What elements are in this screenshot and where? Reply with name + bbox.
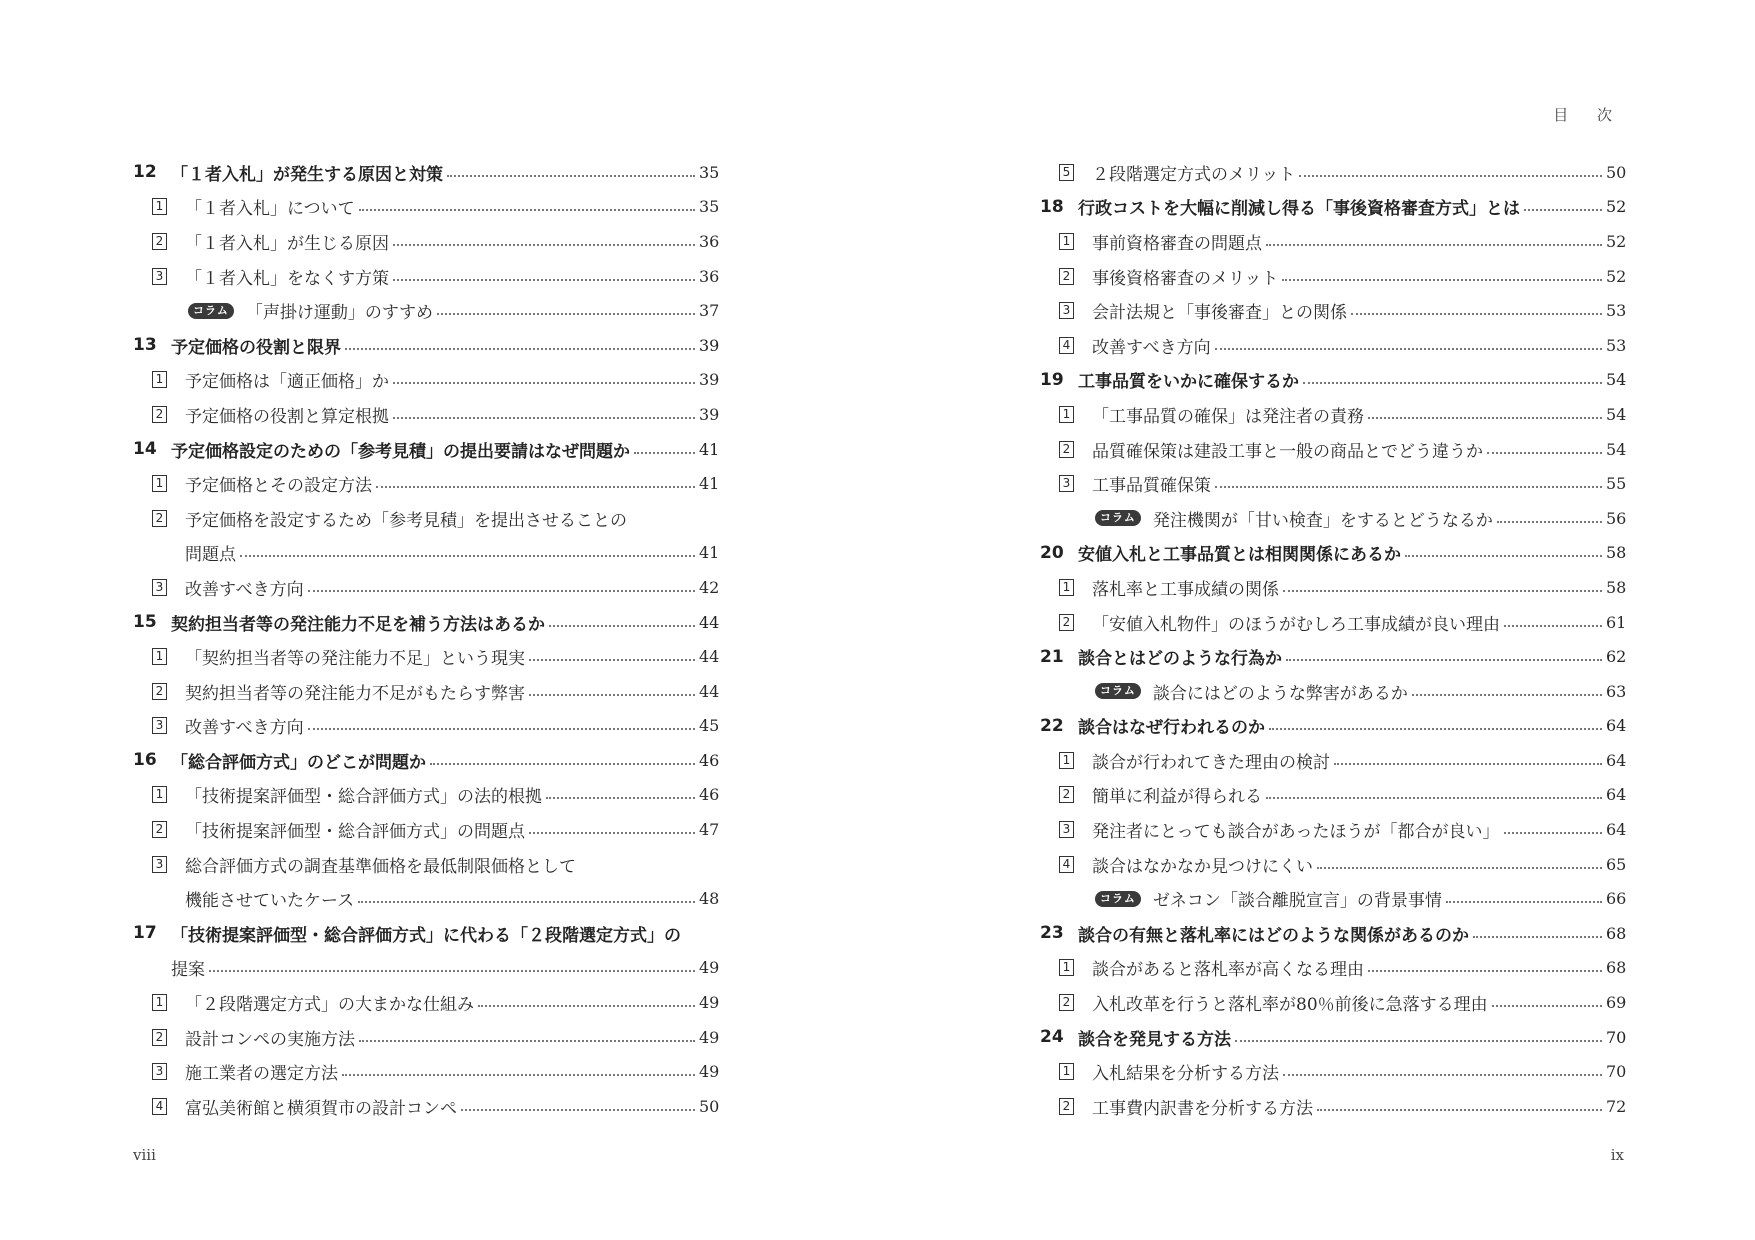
toc-entry-section (133, 709, 720, 744)
entry-title: 予定価格とその設定方法 (185, 476, 372, 497)
chapter-number: 23 (1040, 923, 1064, 944)
entry-title: 落札率と工事成績の関係 (1092, 579, 1279, 600)
section-number-box: 1 (152, 475, 167, 492)
entry-page-number: 46 (699, 750, 720, 770)
toc-entry-column (133, 293, 720, 328)
entry-title: 談合があると落札率が高くなる理由 (1092, 960, 1364, 981)
toc-entry-section (133, 397, 720, 432)
toc-entry-section (1040, 985, 1627, 1020)
toc-entry-column (1040, 674, 1627, 709)
entry-title: 予定価格の役割と算定根拠 (185, 406, 389, 427)
section-number-box: 2 (152, 683, 167, 700)
column-badge: コラム (1095, 683, 1141, 699)
dot-leader (393, 278, 695, 281)
toc-entry-section (133, 639, 720, 674)
entry-page-number: 54 (1606, 404, 1627, 424)
section-number-box: 3 (152, 717, 167, 734)
entry-page-number: 52 (1606, 231, 1627, 251)
section-number-box: 2 (152, 406, 167, 423)
entry-title: 行政コストを大幅に削減し得る「事後資格審査方式」とは (1078, 199, 1520, 220)
toc-left-column (133, 155, 720, 1124)
entry-page-number: 49 (699, 993, 720, 1013)
toc-entry-chapter (133, 155, 720, 190)
section-number-box: 3 (152, 856, 167, 873)
toc-entry-section (1040, 743, 1627, 778)
entry-title: 予定価格は「適正価格」か (185, 372, 389, 393)
entry-page-number: 55 (1606, 474, 1627, 494)
chapter-number: 17 (133, 923, 157, 944)
section-number-box: 1 (152, 786, 167, 803)
section-number-box: 1 (152, 648, 167, 665)
dot-leader (549, 624, 695, 627)
section-number-box: 2 (152, 233, 167, 250)
chapter-number: 19 (1040, 369, 1064, 390)
dot-leader (1317, 1108, 1602, 1111)
toc-entry-chapter (133, 916, 717, 951)
entry-page-number: 66 (1606, 889, 1627, 909)
entry-page-number: 64 (1606, 716, 1627, 736)
toc-entry-section (1040, 432, 1627, 467)
entry-page-number: 63 (1606, 681, 1627, 701)
dot-leader (1266, 796, 1602, 799)
section-number-box: 3 (152, 579, 167, 596)
toc-entry-section (133, 1089, 720, 1124)
entry-page-number: 42 (699, 577, 720, 597)
entry-page-number: 62 (1606, 647, 1627, 667)
entry-title: 「安値入札物件」のほうがむしろ工事成績が良い理由 (1092, 614, 1500, 635)
toc-entry-section (133, 501, 717, 536)
column-badge: コラム (1095, 510, 1141, 526)
dot-leader (240, 554, 695, 557)
entry-page-number: 53 (1606, 301, 1627, 321)
toc-entry-chapter (1040, 363, 1627, 398)
entry-page-number: 58 (1606, 543, 1627, 563)
entry-page-number: 69 (1606, 993, 1627, 1013)
entry-title: 簡単に利益が得られる (1092, 787, 1262, 808)
toc-entry-section (133, 812, 720, 847)
section-number-box: 1 (152, 371, 167, 388)
entry-title: 「工事品質の確保」は発注者の責務 (1092, 406, 1364, 427)
chapter-number: 22 (1040, 715, 1064, 736)
dot-leader (1368, 969, 1602, 972)
section-number-box: 1 (1059, 579, 1074, 596)
dot-leader (1266, 243, 1602, 246)
toc-entry-section (133, 847, 717, 882)
toc-entry-section (133, 778, 720, 813)
toc-entry-section-cont (133, 881, 720, 916)
dot-leader (308, 589, 695, 592)
dot-leader (478, 1004, 695, 1007)
section-number-box: 2 (1059, 786, 1074, 803)
section-number-box: 2 (1059, 614, 1074, 631)
toc-entry-section-cont (133, 536, 720, 571)
toc-entry-section (1040, 951, 1627, 986)
toc-entry-column (1040, 881, 1627, 916)
entry-title: 談合が行われてきた理由の検討 (1092, 752, 1330, 773)
dot-leader (1368, 416, 1602, 419)
section-number-box: 3 (1059, 302, 1074, 319)
entry-title: 予定価格設定のための「参考見積」の提出要請はなぜ問題か (171, 441, 630, 462)
entry-page-number: 49 (699, 1062, 720, 1082)
entry-title: 契約担当者等の発注能力不足を補う方法はあるか (171, 614, 545, 635)
dot-leader (376, 485, 695, 488)
toc-entry-chapter (1040, 639, 1627, 674)
toc-entry-section (133, 224, 720, 259)
entry-title: 談合を発見する方法 (1078, 1029, 1231, 1050)
chapter-number: 24 (1040, 1027, 1064, 1048)
toc-entry-section (1040, 155, 1627, 190)
entry-page-number: 70 (1606, 1062, 1627, 1082)
entry-page-number: 64 (1606, 750, 1627, 770)
dot-leader (393, 381, 695, 384)
toc-entry-section (1040, 259, 1627, 294)
toc-entry-column (1040, 501, 1627, 536)
entry-page-number: 53 (1606, 335, 1627, 355)
entry-page-number: 45 (699, 716, 720, 736)
entry-title: 「総合評価方式」のどこが問題か (171, 752, 426, 773)
dot-leader (461, 1108, 695, 1111)
entry-page-number: 68 (1606, 958, 1627, 978)
dot-leader (430, 762, 695, 765)
entry-title: 発注機関が「甘い検査」をするとどうなるか (1152, 510, 1493, 531)
entry-title: 予定価格の役割と限界 (171, 337, 341, 358)
entry-page-number: 68 (1606, 923, 1627, 943)
entry-title: 「１者入札」をなくす方策 (185, 268, 389, 289)
entry-title: 入札改革を行うと落札率が80％前後に急落する理由 (1092, 995, 1488, 1016)
section-number-box: 3 (1059, 821, 1074, 838)
entry-page-number: 54 (1606, 370, 1627, 390)
entry-page-number: 44 (699, 681, 720, 701)
toc-entry-chapter (133, 743, 720, 778)
entry-page-number: 58 (1606, 577, 1627, 597)
entry-title: 談合はなぜ行われるのか (1078, 718, 1265, 739)
entry-title: 会計法規と「事後審査」との関係 (1092, 303, 1347, 324)
dot-leader (308, 727, 695, 730)
toc-entry-section (1040, 605, 1627, 640)
section-number-box: 2 (152, 510, 167, 527)
dot-leader (1269, 727, 1602, 730)
entry-title: 提案 (171, 960, 205, 981)
toc-entry-chapter (1040, 709, 1627, 744)
section-number-box: 5 (1059, 164, 1074, 181)
dot-leader (1215, 347, 1602, 350)
dot-leader (209, 969, 695, 972)
entry-page-number: 44 (699, 647, 720, 667)
entry-title: 「１者入札」について (185, 199, 355, 220)
chapter-number: 13 (133, 335, 157, 356)
dot-leader (1504, 831, 1603, 834)
toc-entry-section (1040, 224, 1627, 259)
toc-right-column (1040, 155, 1627, 1124)
toc-entry-chapter (1040, 1020, 1627, 1055)
entry-page-number: 36 (699, 231, 720, 251)
dot-leader (529, 658, 695, 661)
entry-title: 工事品質確保策 (1092, 476, 1211, 497)
entry-title: ２段階選定方式のメリット (1092, 164, 1296, 185)
dot-leader (1504, 624, 1602, 627)
dot-leader (1405, 554, 1602, 557)
entry-title: ゼネコン「談合離脱宣言」の背景事情 (1152, 891, 1442, 912)
entry-page-number: 41 (699, 439, 720, 459)
dot-leader (393, 416, 695, 419)
entry-page-number: 72 (1606, 1096, 1627, 1116)
entry-title: 談合の有無と落札率にはどのような関係があるのか (1078, 925, 1469, 946)
section-number-box: 1 (152, 198, 167, 215)
entry-title: 機能させていたケース (185, 891, 355, 912)
entry-title: 談合はなかなか見つけにくい (1092, 856, 1313, 877)
entry-title: 発注者にとっても談合があったほうが「都合が良い」 (1092, 822, 1500, 843)
toc-entry-chapter (133, 605, 720, 640)
entry-page-number: 39 (699, 335, 720, 355)
page-number-left: viii (133, 1146, 156, 1164)
section-number-box: 1 (1059, 233, 1074, 250)
page-number-right: ix (1610, 1146, 1624, 1164)
entry-page-number: 46 (699, 785, 720, 805)
dot-leader (359, 1039, 695, 1042)
entry-title: 「技術提案評価型・総合評価方式」の法的根拠 (185, 787, 542, 808)
entry-title: 予定価格を設定するため「参考見積」を提出させることの (185, 510, 627, 531)
entry-title: 施工業者の選定方法 (185, 1064, 338, 1085)
entry-title: 安値入札と工事品質とは相関関係にあるか (1078, 545, 1401, 566)
section-number-box: 2 (152, 821, 167, 838)
dot-leader (447, 174, 695, 177)
dot-leader (1283, 1073, 1602, 1076)
toc-entry-chapter (133, 432, 720, 467)
toc-entry-section (1040, 778, 1627, 813)
dot-leader (1524, 208, 1602, 211)
entry-title: 事後資格審査のメリット (1092, 268, 1279, 289)
entry-page-number: 56 (1606, 508, 1627, 528)
entry-title: 富弘美術館と横須賀市の設計コンペ (185, 1098, 457, 1119)
dot-leader (1473, 935, 1602, 938)
entry-page-number: 41 (699, 543, 720, 563)
dot-leader (1299, 174, 1602, 177)
dot-leader (529, 693, 695, 696)
dot-leader (359, 208, 695, 211)
section-number-box: 4 (152, 1098, 167, 1115)
section-number-box: 1 (1059, 406, 1074, 423)
entry-title: 改善すべき方向 (185, 718, 304, 739)
entry-title: 設計コンペの実施方法 (185, 1029, 355, 1050)
entry-title: 改善すべき方向 (185, 579, 304, 600)
entry-title: 入札結果を分析する方法 (1092, 1064, 1279, 1085)
toc-entry-chapter (1040, 190, 1627, 225)
toc-entry-section (1040, 328, 1627, 363)
section-number-box: 2 (152, 1029, 167, 1046)
dot-leader (1487, 451, 1602, 454)
entry-page-number: 44 (699, 612, 720, 632)
entry-title: 「技術提案評価型・総合評価方式」に代わる「２段階選定方式」の (171, 925, 681, 946)
toc-entry-section (133, 674, 720, 709)
toc-entry-chapter (1040, 536, 1627, 571)
column-badge: コラム (188, 303, 234, 319)
entry-title: 「契約担当者等の発注能力不足」という現実 (185, 649, 525, 670)
dot-leader (1303, 381, 1602, 384)
toc-entry-section (133, 259, 720, 294)
dot-leader (1351, 312, 1602, 315)
entry-page-number: 49 (699, 1027, 720, 1047)
section-number-box: 1 (1059, 752, 1074, 769)
column-badge: コラム (1095, 891, 1141, 907)
section-number-box: 1 (1059, 959, 1074, 976)
toc-entry-section (1040, 847, 1627, 882)
toc-entry-chapter-cont (133, 951, 720, 986)
dot-leader (1286, 658, 1602, 661)
section-number-box: 3 (152, 1063, 167, 1080)
entry-title: 工事品質をいかに確保するか (1078, 372, 1299, 393)
dot-leader (634, 451, 695, 454)
toc-entry-section (133, 1054, 720, 1089)
entry-title: 品質確保策は建設工事と一般の商品とでどう違うか (1092, 441, 1483, 462)
entry-page-number: 48 (699, 889, 720, 909)
entry-page-number: 70 (1606, 1027, 1627, 1047)
dot-leader (1497, 520, 1602, 523)
entry-page-number: 50 (699, 1096, 720, 1116)
entry-page-number: 47 (699, 820, 720, 840)
dot-leader (1334, 762, 1602, 765)
entry-page-number: 54 (1606, 439, 1627, 459)
section-number-box: 4 (1059, 856, 1074, 873)
toc-entry-section (1040, 293, 1627, 328)
page-header-title: 目 次 (1553, 106, 1624, 124)
entry-title: 「技術提案評価型・総合評価方式」の問題点 (185, 822, 525, 843)
entry-title: 談合とはどのような行為か (1078, 649, 1282, 670)
chapter-number: 20 (1040, 542, 1064, 563)
chapter-number: 12 (133, 162, 157, 183)
toc-entry-section (133, 190, 720, 225)
entry-page-number: 39 (699, 370, 720, 390)
chapter-number: 16 (133, 750, 157, 771)
entry-page-number: 49 (699, 958, 720, 978)
section-number-box: 2 (1059, 1098, 1074, 1115)
entry-title: 総合評価方式の調査基準価格を最低制限価格として (185, 856, 576, 877)
toc-entry-section (1040, 812, 1627, 847)
chapter-number: 14 (133, 439, 157, 460)
entry-page-number: 52 (1606, 266, 1627, 286)
toc-entry-chapter (133, 328, 720, 363)
chapter-number: 15 (133, 612, 157, 633)
toc-entry-section (133, 570, 720, 605)
toc-entry-section (1040, 397, 1627, 432)
entry-page-number: 35 (699, 197, 720, 217)
dot-leader (1412, 693, 1602, 696)
section-number-box: 3 (1059, 475, 1074, 492)
toc-entry-section (133, 363, 720, 398)
section-number-box: 2 (1059, 441, 1074, 458)
section-number-box: 3 (152, 268, 167, 285)
dot-leader (342, 1073, 695, 1076)
entry-title: 「２段階選定方式」の大まかな仕組み (185, 995, 474, 1016)
toc-entry-chapter (1040, 916, 1627, 951)
section-number-box: 2 (1059, 268, 1074, 285)
entry-title: 談合にはどのような弊害があるか (1152, 683, 1408, 704)
entry-page-number: 64 (1606, 820, 1627, 840)
entry-page-number: 64 (1606, 785, 1627, 805)
dot-leader (529, 831, 695, 834)
entry-title: 工事費内訳書を分析する方法 (1092, 1098, 1313, 1119)
entry-title: 問題点 (185, 545, 236, 566)
section-number-box: 1 (152, 994, 167, 1011)
entry-page-number: 41 (699, 474, 720, 494)
section-number-box: 2 (1059, 994, 1074, 1011)
toc-entry-section (133, 985, 720, 1020)
entry-page-number: 37 (699, 301, 720, 321)
dot-leader (393, 243, 695, 246)
entry-page-number: 65 (1606, 854, 1627, 874)
toc-entry-section (1040, 466, 1627, 501)
entry-title: 「１者入札」が生じる原因 (185, 233, 389, 254)
entry-page-number: 50 (1606, 162, 1627, 182)
dot-leader (1282, 278, 1602, 281)
dot-leader (1446, 900, 1602, 903)
dot-leader (1215, 485, 1602, 488)
dot-leader (1492, 1004, 1602, 1007)
toc-entry-section (1040, 1054, 1627, 1089)
entry-title: 契約担当者等の発注能力不足がもたらす弊害 (185, 683, 525, 704)
toc-entry-section (133, 466, 720, 501)
dot-leader (546, 796, 695, 799)
toc-entry-section (133, 1020, 720, 1055)
dot-leader (437, 312, 695, 315)
entry-title: 「声掛け運動」のすすめ (245, 303, 434, 324)
entry-page-number: 36 (699, 266, 720, 286)
chapter-number: 21 (1040, 646, 1064, 667)
entry-title: 改善すべき方向 (1092, 337, 1211, 358)
toc-entry-section (1040, 1089, 1627, 1124)
section-number-box: 4 (1059, 337, 1074, 354)
dot-leader (345, 347, 695, 350)
dot-leader (1235, 1039, 1602, 1042)
dot-leader (1283, 589, 1602, 592)
dot-leader (358, 900, 695, 903)
entry-page-number: 61 (1606, 612, 1627, 632)
entry-title: 「１者入札」が発生する原因と対策 (171, 164, 443, 185)
section-number-box: 1 (1059, 1063, 1074, 1080)
chapter-number: 18 (1040, 196, 1064, 217)
dot-leader (1317, 866, 1602, 869)
entry-page-number: 39 (699, 404, 720, 424)
entry-title: 事前資格審査の問題点 (1092, 233, 1262, 254)
toc-entry-section (1040, 570, 1627, 605)
entry-page-number: 52 (1606, 197, 1627, 217)
entry-page-number: 35 (699, 162, 720, 182)
